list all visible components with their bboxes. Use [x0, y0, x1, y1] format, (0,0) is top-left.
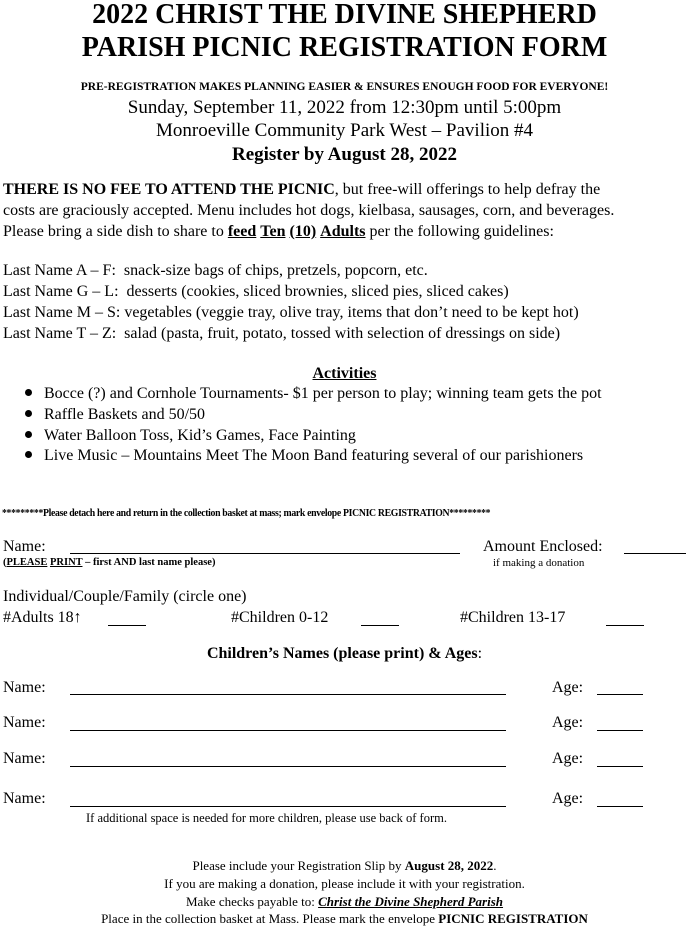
activity-text: Live Music – Mountains Meet The Moon Band featuring several of our parishioners	[44, 447, 584, 464]
footer-deadline: August 28, 2022	[404, 858, 494, 873]
footer-line-1	[0, 858, 689, 874]
adults-text: Adults	[320, 223, 366, 240]
up-arrow-icon: ↑	[73, 609, 82, 626]
children-13-17-field[interactable]	[606, 625, 644, 626]
children-heading-text: Children’s Names (please print) & Ages	[206, 645, 478, 662]
no-fee-text: THERE IS NO FEE TO ATTEND THE PICNIC	[3, 181, 335, 198]
adults-field[interactable]	[108, 625, 146, 626]
child-name-label: Name:	[3, 679, 46, 696]
children-0-12-label: #Children 0-12	[231, 609, 329, 626]
footer-text: Please include your Registration Slip by	[192, 858, 405, 873]
guideline-dish: salad (pasta, fruit, potato, tossed with selection of dressings on side)	[124, 325, 561, 342]
guideline-row	[3, 282, 509, 302]
name-field[interactable]	[70, 553, 460, 554]
child-name-field[interactable]	[70, 694, 506, 695]
preregistration-note: PRE-REGISTRATION MAKES PLANNING EASIER & ENSURES ENOUGH FOOD FOR EVERYONE!	[80, 81, 609, 93]
intro-line-3	[3, 222, 554, 242]
detach-line: *********Please detach here and return in the collection basket at mass; mark envelope PICNIC REGISTRATION*********	[2, 508, 491, 519]
footer-text: Make checks payable to:	[185, 894, 319, 909]
children-13-17-label: #Children 13-17	[460, 609, 566, 626]
child-age-field[interactable]	[597, 730, 643, 731]
event-location: Monroeville Community Park West – Pavilion #4	[155, 120, 534, 141]
guideline-range: Last Name T – Z:	[3, 325, 117, 342]
child-name-field[interactable]	[70, 806, 506, 807]
adults-label	[3, 609, 82, 627]
child-name-label: Name:	[3, 790, 46, 807]
child-name-field[interactable]	[70, 730, 506, 731]
intro-line-1	[3, 180, 600, 200]
print-instruction: (PLEASE PRINT – first AND last name please)	[3, 557, 216, 568]
guideline-dish: vegetables (veggie tray, olive tray, items that don’t need to be kept hot)	[124, 304, 579, 321]
guideline-dish: desserts (cookies, sliced brownies, sliced pies, sliced cakes)	[126, 283, 509, 300]
adults-text: #Adults 18	[3, 609, 74, 626]
child-age-label: Age:	[552, 714, 584, 731]
payee-name: Christ the Divine Shepherd Parish	[318, 894, 504, 909]
child-age-label: Age:	[552, 750, 584, 767]
envelope-label: PICNIC REGISTRATION	[438, 911, 588, 926]
footer-line-4	[0, 911, 689, 927]
amount-note: if making a donation	[493, 557, 585, 569]
bullet-icon	[25, 389, 32, 396]
guideline-row	[3, 324, 560, 344]
activity-item	[25, 385, 602, 403]
children-heading	[0, 645, 689, 663]
children-0-12-field[interactable]	[361, 625, 399, 626]
additional-space-note: If additional space is needed for more children, please use back of form.	[86, 811, 447, 825]
child-age-label: Age:	[552, 679, 584, 696]
guideline-row	[3, 303, 579, 323]
activity-text: Water Balloon Toss, Kid’s Games, Face Painting	[44, 427, 356, 444]
guideline-range: Last Name G – L:	[3, 283, 119, 300]
ten-num-text: (10)	[289, 223, 317, 240]
guideline-row	[3, 261, 428, 281]
footer-line-3	[0, 894, 689, 910]
guideline-range: Last Name M – S:	[3, 304, 121, 321]
name-label: Name:	[3, 538, 46, 555]
child-age-field[interactable]	[597, 806, 643, 807]
print-text: PRINT	[49, 557, 83, 568]
footer-line-2: If you are making a donation, please include it with your registration.	[164, 876, 525, 891]
activity-text: Bocce (?) and Cornhole Tournaments- $1 per person to play; winning team gets the pot	[44, 385, 602, 402]
print-rest: – first AND last name please)	[82, 557, 216, 568]
child-name-field[interactable]	[70, 766, 506, 767]
activity-item	[25, 406, 205, 424]
intro-line-2: costs are graciously accepted. Menu includes hot dogs, kielbasa, sausages, corn, and beverages.	[3, 202, 615, 219]
child-age-label: Age:	[552, 790, 584, 807]
intro-text: Please bring a side dish to share to	[3, 223, 228, 240]
child-name-label: Name:	[3, 714, 46, 731]
child-name-label: Name:	[3, 750, 46, 767]
ten-text: Ten	[260, 223, 286, 240]
activity-item	[25, 447, 583, 465]
activities-heading: Activities	[312, 365, 377, 382]
please-text: PLEASE	[6, 557, 48, 568]
guideline-range: Last Name A – F:	[3, 262, 116, 279]
footer-text: Place in the collection basket at Mass. Please mark the envelope	[101, 911, 439, 926]
amount-field[interactable]	[624, 553, 686, 554]
bullet-icon	[25, 431, 32, 438]
colon: :	[477, 645, 483, 662]
circle-one-label: Individual/Couple/Family (circle one)	[3, 588, 247, 605]
title-line-1: 2022 CHRIST THE DIVINE SHEPHERD	[92, 0, 597, 30]
footer-text: .	[493, 858, 497, 873]
title-line-2: PARISH PICNIC REGISTRATION FORM	[81, 32, 608, 63]
amount-label: Amount Enclosed:	[483, 538, 603, 555]
bullet-icon	[25, 410, 32, 417]
intro-text: per the following guidelines:	[365, 223, 554, 240]
bullet-icon	[25, 451, 32, 458]
activity-text: Raffle Baskets and 50/50	[44, 406, 206, 423]
activity-item	[25, 427, 356, 445]
child-age-field[interactable]	[597, 694, 643, 695]
register-by: Register by August 28, 2022	[231, 144, 458, 165]
intro-text: , but free-will offerings to help defray the	[334, 181, 601, 198]
guideline-dish: snack-size bags of chips, pretzels, popcorn, etc.	[123, 262, 428, 279]
feed-text: feed	[227, 223, 257, 240]
child-age-field[interactable]	[597, 766, 643, 767]
event-date-time: Sunday, September 11, 2022 from 12:30pm until 5:00pm	[127, 97, 562, 118]
